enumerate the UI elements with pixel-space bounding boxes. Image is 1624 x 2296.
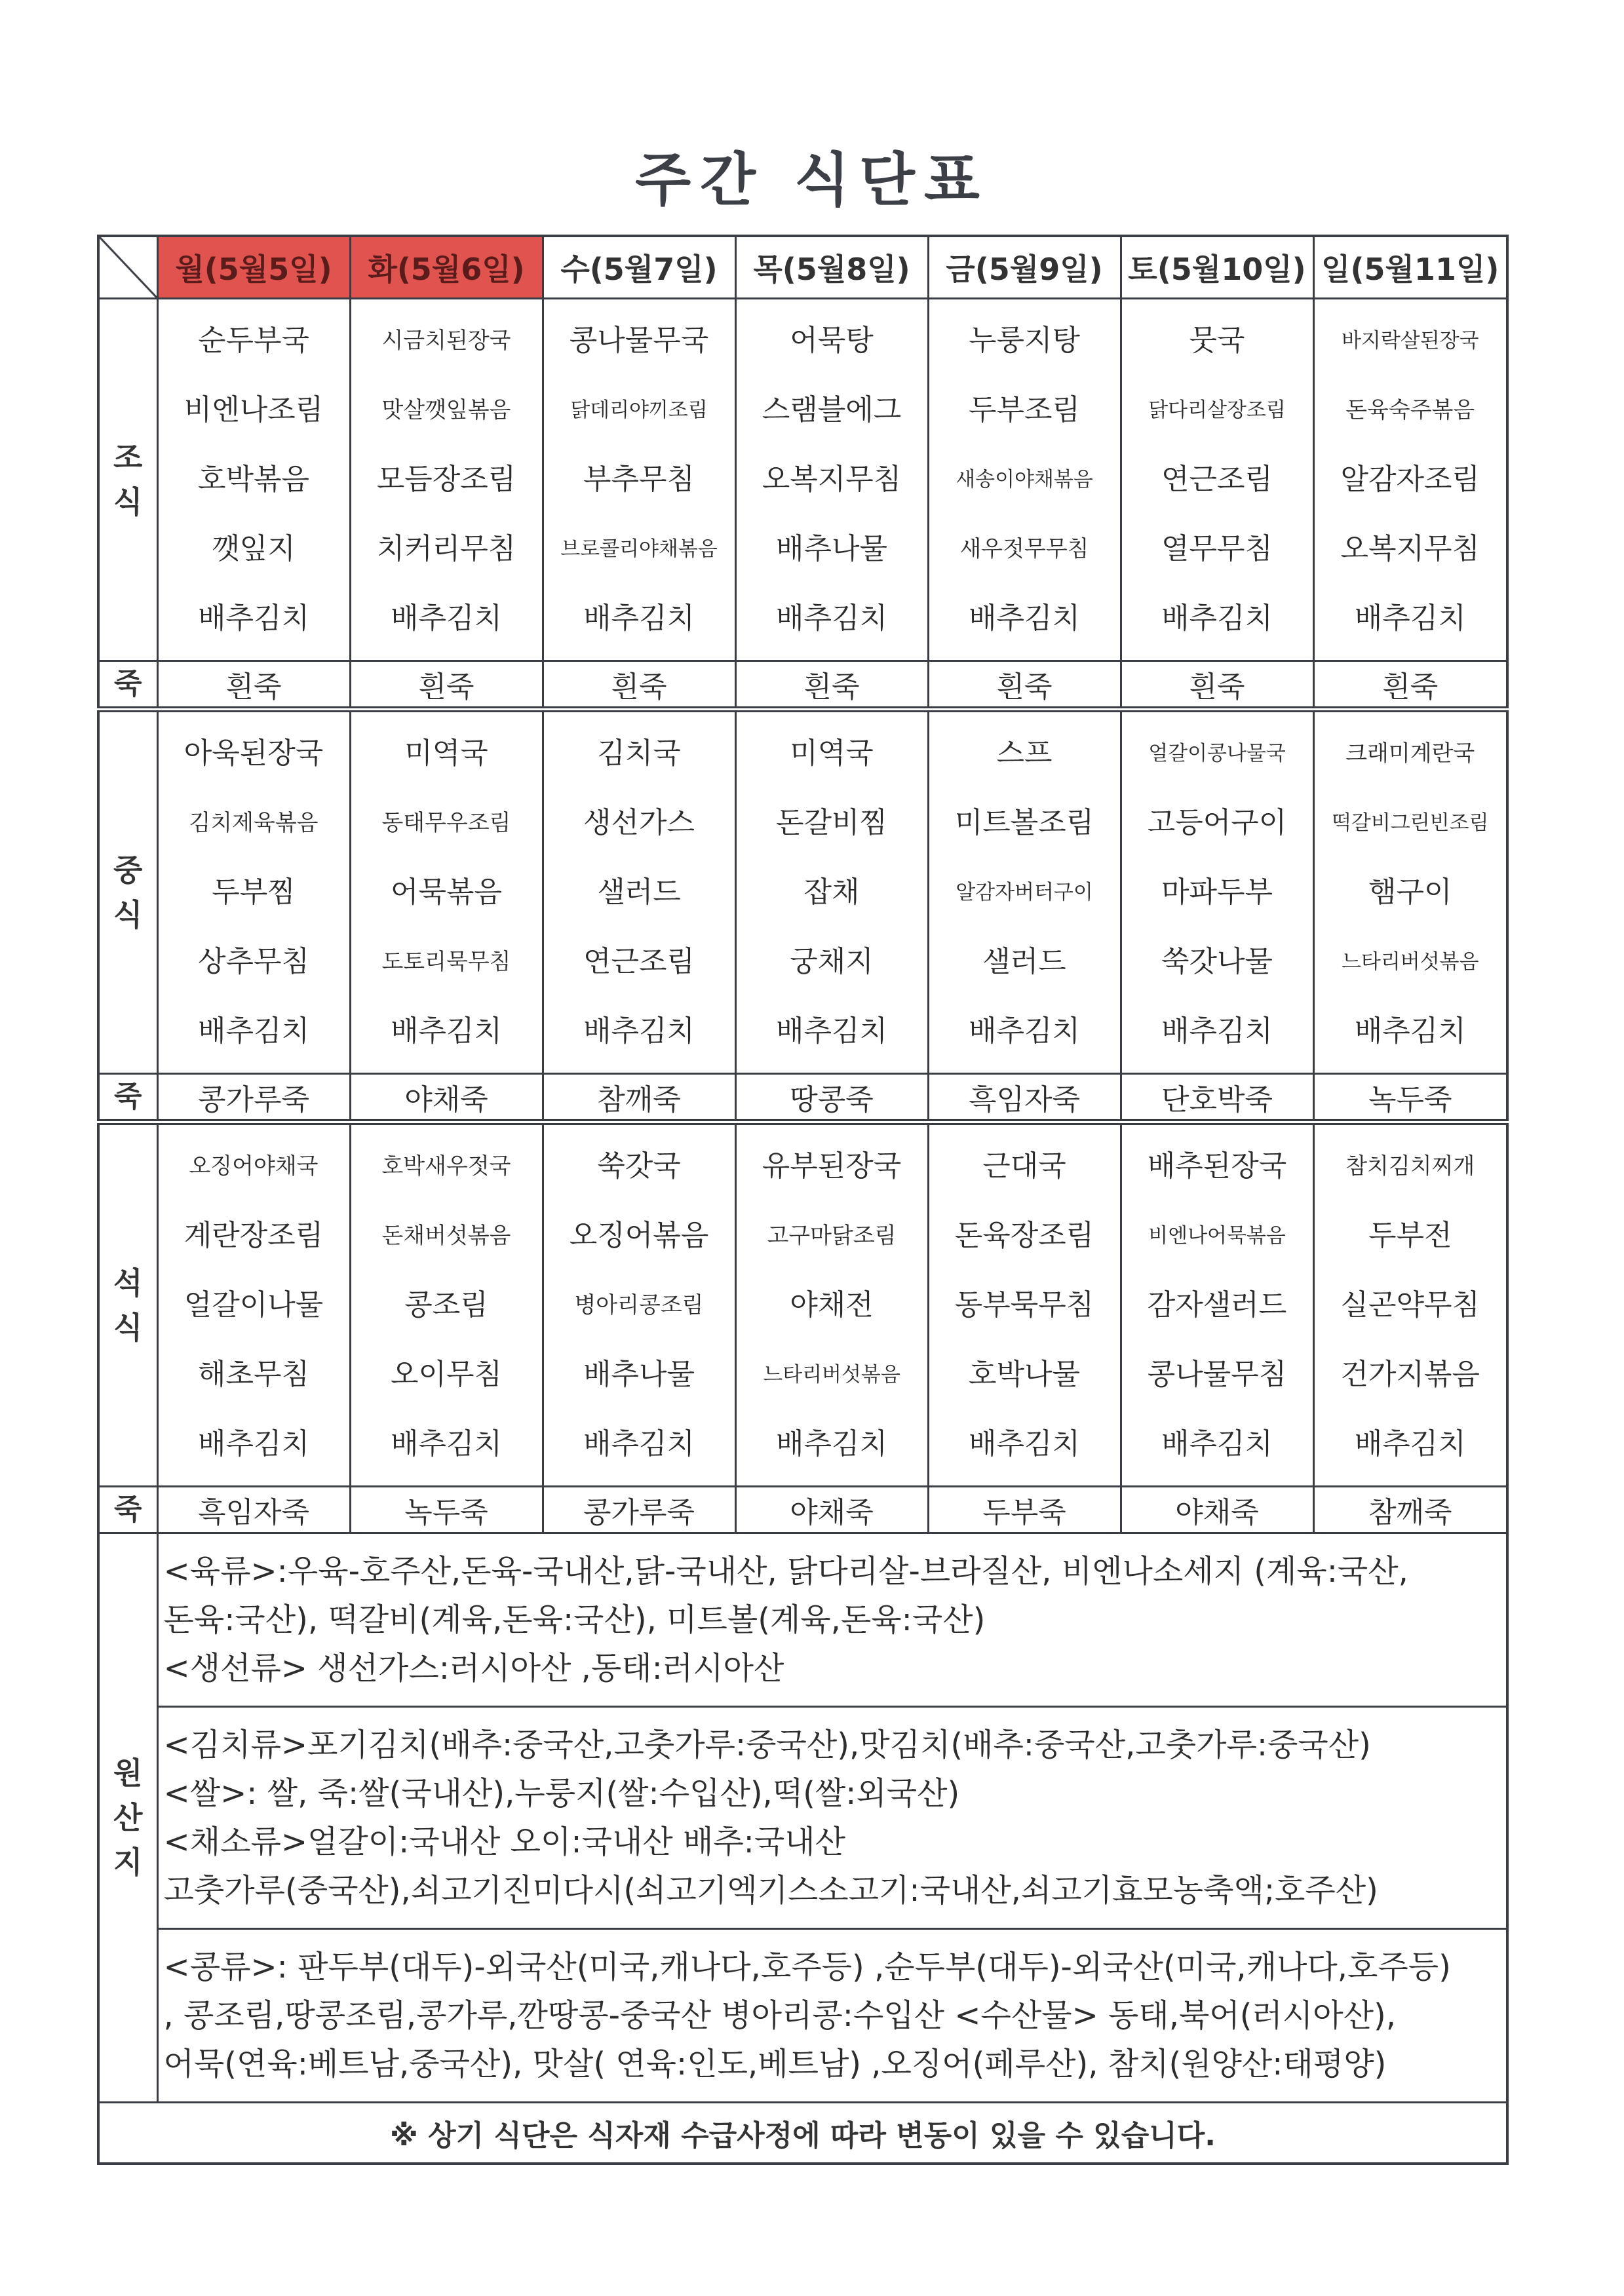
menu-item: 배추김치: [1161, 1014, 1273, 1048]
menu-item: 두부찜: [212, 875, 296, 909]
menu-item: 두부조림: [968, 393, 1080, 427]
menu-item: 고구마닭조림: [767, 1223, 897, 1249]
lunch-day-cell: [928, 710, 1121, 1074]
menu-item: 배추김치: [583, 1014, 695, 1048]
porridge-item: 야채죽: [350, 1074, 543, 1122]
lunch-day-cell: [1121, 710, 1313, 1074]
menu-item: 배추김치: [775, 1014, 887, 1048]
menu-item: 비엔나어묵볶음: [1148, 1224, 1286, 1248]
menu-item: 오이무침: [390, 1358, 502, 1391]
menu-item: 김치제육볶음: [189, 810, 319, 836]
breakfast-day-cell: [157, 299, 350, 661]
menu-item: 두부전: [1368, 1219, 1452, 1252]
porridge-item: 콩가루죽: [543, 1487, 735, 1533]
lunch-day-cell: [1313, 710, 1507, 1074]
menu-item: 참치김치찌개: [1345, 1153, 1475, 1179]
breakfast-row: [98, 299, 1507, 661]
menu-item: 배추김치: [1161, 1427, 1273, 1461]
menu-item: 생선가스: [583, 806, 695, 839]
origin-label: [98, 1533, 157, 2103]
menu-item: 떡갈비그린빈조림: [1331, 811, 1489, 835]
menu-item: 오복지무침: [762, 463, 902, 496]
day-header-row: [98, 236, 1507, 299]
menu-item: 오징어볶음: [569, 1219, 709, 1252]
porridge-label: 죽: [98, 1487, 157, 1533]
menu-item: 연근조림: [583, 945, 695, 978]
menu-item: 배추김치: [197, 1014, 309, 1048]
label-char: 원: [113, 1755, 143, 1791]
lunch_porridge-row: [98, 1074, 1507, 1122]
menu-item: 야채전: [790, 1288, 874, 1322]
menu-item: 유부된장국: [762, 1149, 902, 1183]
dinner_porridge-row: [98, 1487, 1507, 1533]
menu-item: 배추김치: [968, 1014, 1080, 1048]
menu-item: 얼갈이콩나물국: [1148, 742, 1286, 765]
origin-line: <채소류>얼갈이:국내산 오이:국내산 배추:국내산: [163, 1824, 845, 1860]
menu-item: 닭다리살장조림: [1148, 398, 1286, 422]
menu-item: 호박새우젓국: [381, 1153, 511, 1179]
porridge-item: 야채죽: [735, 1487, 928, 1533]
origin-block: [157, 1929, 1507, 2103]
menu-item: 뭇국: [1189, 324, 1245, 357]
menu-item: 병아리콩조림: [574, 1292, 704, 1318]
menu-item: 배추김치: [968, 1427, 1080, 1461]
menu-item: 배추김치: [1354, 1014, 1466, 1048]
origin-line: <콩류>: 판두부(대두)-외국산(미국,캐나다,호주등) ,순두부(대두)-외국산(미국,캐나다,호주등): [163, 1949, 1451, 1985]
day-header: 수(5월7일): [543, 236, 735, 299]
porridge-item: 흰죽: [350, 661, 543, 710]
label-char: 석: [113, 1265, 143, 1301]
porridge-item: 흰죽: [543, 661, 735, 710]
menu-item: 순두부국: [197, 324, 309, 357]
porridge-item: 흰죽: [1313, 661, 1507, 710]
porridge-item: 녹두죽: [1313, 1074, 1507, 1122]
breakfast-day-cell: [543, 299, 735, 661]
porridge-item: 참깨죽: [543, 1074, 735, 1122]
menu-item: 돈채버섯볶음: [381, 1223, 511, 1249]
menu-item: 배추된장국: [1147, 1149, 1287, 1183]
menu-item: 배추나물: [583, 1358, 695, 1391]
origin-line: <육류>:우육-호주산,돈육-국내산,닭-국내산, 닭다리살-브라질산, 비엔나소세지 (계육:국산,: [163, 1553, 1408, 1590]
menu-item: 부추무침: [583, 463, 695, 496]
porridge-item: 흑임자죽: [157, 1487, 350, 1533]
menu-item: 배추김치: [390, 602, 502, 635]
origin-block: [157, 1707, 1507, 1929]
porridge-item: 흰죽: [735, 661, 928, 710]
lunch-row: [98, 710, 1507, 1074]
menu-item: 오징어야채국: [189, 1153, 319, 1179]
menu-item: 바지락살된장국: [1341, 329, 1479, 353]
menu-item: 배추김치: [583, 602, 695, 635]
label-char: 식: [113, 897, 143, 932]
menu-item: 배추김치: [775, 602, 887, 635]
dinner-day-cell: [1121, 1122, 1313, 1487]
breakfast-day-cell: [928, 299, 1121, 661]
breakfast-day-cell: [1313, 299, 1507, 661]
menu-item: 비엔나조림: [184, 393, 324, 427]
menu-item: 잡채: [803, 875, 860, 909]
day-header: 금(5월9일): [928, 236, 1121, 299]
label-char: 중: [113, 852, 143, 888]
label-char: 식: [113, 484, 143, 520]
porridge-item: 흰죽: [157, 661, 350, 710]
day-header: 월(5월5일): [157, 236, 350, 299]
origin-line: , 콩조림,땅콩조림,콩가루,깐땅콩-중국산 병아리콩:수입산 <수산물> 동태,북어(러시아산),: [163, 1997, 1396, 2034]
dinner-label: [98, 1122, 157, 1487]
menu-item: 크래미계란국: [1345, 740, 1475, 767]
menu-item: 샐러드: [597, 875, 681, 909]
dinner-day-cell: [735, 1122, 928, 1487]
menu-item: 도토리묵무침: [381, 949, 511, 975]
menu-item: 깻잎지: [212, 532, 296, 565]
porridge-item: 단호박죽: [1121, 1074, 1313, 1122]
menu-item: 돈육숙주볶음: [1345, 397, 1475, 423]
porridge-item: 두부죽: [928, 1487, 1121, 1533]
menu-item: 궁채지: [790, 945, 874, 978]
menu-item: 동부묵무침: [954, 1288, 1094, 1322]
label-char: 산: [113, 1800, 143, 1835]
origin-line: <김치류>포기김치(배추:중국산,고춧가루:중국산),맛김치(배추:중국산,고춧가루:중국산): [163, 1727, 1371, 1763]
menu-item: 햄구이: [1368, 875, 1452, 909]
corner-cell: [98, 236, 157, 299]
origin-line: 고춧가루(중국산),쇠고기진미다시(쇠고기엑기스소고기:국내산,쇠고기효모농축액;호주산): [163, 1872, 1378, 1909]
menu-item: 계란장조림: [184, 1219, 324, 1252]
notice-text: ※ 상기 식단은 식자재 수급사정에 따라 변동이 있을 수 있습니다.: [98, 2103, 1507, 2164]
porridge-label: 죽: [98, 1074, 157, 1122]
origin-block: [157, 1533, 1507, 1707]
menu-item: 콩나물무국: [569, 324, 709, 357]
menu-item: 감자샐러드: [1147, 1288, 1287, 1322]
menu-item: 느타리버섯볶음: [763, 1363, 900, 1387]
menu-item: 배추나물: [775, 532, 887, 565]
menu-item: 새송이야채볶음: [956, 468, 1093, 491]
lunch-day-cell: [350, 710, 543, 1074]
day-header: 화(5월6일): [350, 236, 543, 299]
dinner-day-cell: [350, 1122, 543, 1487]
menu-item: 얼갈이나물: [184, 1288, 324, 1322]
lunch-day-cell: [735, 710, 928, 1074]
menu-item: 누룽지탕: [968, 324, 1080, 357]
menu-item: 아욱된장국: [184, 737, 324, 770]
label-char: 조: [113, 440, 143, 475]
notice-row: [98, 2103, 1507, 2164]
menu-item: 건가지볶음: [1340, 1358, 1480, 1391]
porridge-item: 녹두죽: [350, 1487, 543, 1533]
menu-item: 샐러드: [982, 945, 1066, 978]
menu-item: 콩나물무침: [1147, 1358, 1287, 1391]
label-char: 식: [113, 1310, 143, 1345]
menu-item: 근대국: [982, 1149, 1066, 1183]
breakfast-label: [98, 299, 157, 661]
day-header: 일(5월11일): [1313, 236, 1507, 299]
breakfast-day-cell: [350, 299, 543, 661]
porridge-item: 흰죽: [928, 661, 1121, 710]
origin-line: <쌀>: 쌀, 죽:쌀(국내산),누룽지(쌀:수입산),떡(쌀:외국산): [163, 1775, 960, 1812]
lunch-label: [98, 710, 157, 1074]
menu-item: 미역국: [790, 737, 874, 770]
dinner-row: [98, 1122, 1507, 1487]
porridge-item: 흰죽: [1121, 661, 1313, 710]
menu-item: 닭데리야끼조림: [570, 398, 708, 422]
menu-item: 치커리무침: [376, 532, 516, 565]
porridge-item: 야채죽: [1121, 1487, 1313, 1533]
menu-item: 미역국: [404, 737, 488, 770]
menu-item: 해초무침: [197, 1358, 309, 1391]
menu-item: 시금치된장국: [381, 328, 511, 354]
menu-item: 배추김치: [1354, 1427, 1466, 1461]
porridge-item: 땅콩죽: [735, 1074, 928, 1122]
menu-item: 미트볼조림: [954, 806, 1094, 839]
menu-item: 연근조림: [1161, 463, 1273, 496]
dinner-day-cell: [543, 1122, 735, 1487]
porridge-item: 콩가루죽: [157, 1074, 350, 1122]
weekly-menu-table: [97, 235, 1509, 2165]
menu-item: 새우젓무무침: [959, 536, 1089, 562]
origin-row: [98, 1533, 1507, 1707]
dinner-day-cell: [157, 1122, 350, 1487]
menu-item: 스램블에그: [762, 393, 902, 427]
menu-item: 상추무침: [197, 945, 309, 978]
menu-item: 열무무침: [1161, 532, 1273, 565]
origin-line: <생선류> 생선가스:러시아산 ,동태:러시아산: [163, 1650, 784, 1687]
menu-item: 배추김치: [583, 1427, 695, 1461]
menu-item: 배추김치: [390, 1427, 502, 1461]
breakfast-day-cell: [1121, 299, 1313, 661]
menu-item: 고등어구이: [1147, 806, 1287, 839]
porridge-item: 흑임자죽: [928, 1074, 1121, 1122]
page-title: 주간 식단표: [635, 146, 989, 214]
menu-item: 배추김치: [1354, 602, 1466, 635]
menu-item: 돈육장조림: [954, 1219, 1094, 1252]
menu-item: 동태무우조림: [381, 810, 511, 836]
menu-item: 브로콜리야채볶음: [560, 537, 718, 561]
menu-item: 배추김치: [968, 602, 1080, 635]
origin-row: [98, 1929, 1507, 2103]
dinner-day-cell: [1313, 1122, 1507, 1487]
menu-item: 배추김치: [197, 602, 309, 635]
menu-item: 오복지무침: [1340, 532, 1480, 565]
menu-item: 호박나물: [968, 1358, 1080, 1391]
breakfast-day-cell: [735, 299, 928, 661]
menu-item: 콩조림: [404, 1288, 488, 1322]
origin-line: 어묵(연육:베트남,중국산), 맛살( 연육:인도,베트남) ,오징어(페루산), 참치(원양산:태평양): [163, 2046, 1387, 2082]
lunch-day-cell: [157, 710, 350, 1074]
label-char: 지: [113, 1845, 143, 1880]
menu-item: 스프: [996, 737, 1053, 770]
menu-item: 배추김치: [197, 1427, 309, 1461]
menu-item: 쑥갓나물: [1161, 945, 1273, 978]
menu-item: 어묵탕: [790, 324, 874, 357]
menu-item: 어묵볶음: [390, 875, 502, 909]
menu-item: 돈갈비찜: [775, 806, 887, 839]
porridge-label: 죽: [98, 661, 157, 710]
day-header: 토(5월10일): [1121, 236, 1313, 299]
menu-item: 배추김치: [775, 1427, 887, 1461]
day-header: 목(5월8일): [735, 236, 928, 299]
origin-line: 돈육:국산), 떡갈비(계육,돈육:국산), 미트볼(계육,돈육:국산): [163, 1601, 986, 1638]
menu-item: 알감자버터구이: [956, 881, 1093, 904]
menu-item: 쑥갓국: [597, 1149, 681, 1183]
menu-item: 호박볶음: [197, 463, 309, 496]
menu-item: 느타리버섯볶음: [1341, 950, 1479, 974]
menu-item: 배추김치: [390, 1014, 502, 1048]
origin-row: [98, 1707, 1507, 1929]
menu-item: 맛살깻잎볶음: [381, 397, 511, 423]
menu-item: 배추김치: [1161, 602, 1273, 635]
menu-item: 마파두부: [1161, 875, 1273, 909]
menu-item: 실곤약무침: [1340, 1288, 1480, 1322]
porridge-item: 참깨죽: [1313, 1487, 1507, 1533]
breakfast_porridge-row: [98, 661, 1507, 710]
menu-item: 김치국: [597, 737, 681, 770]
menu-item: 알감자조림: [1340, 463, 1480, 496]
lunch-day-cell: [543, 710, 735, 1074]
dinner-day-cell: [928, 1122, 1121, 1487]
menu-item: 모듬장조림: [376, 463, 516, 496]
